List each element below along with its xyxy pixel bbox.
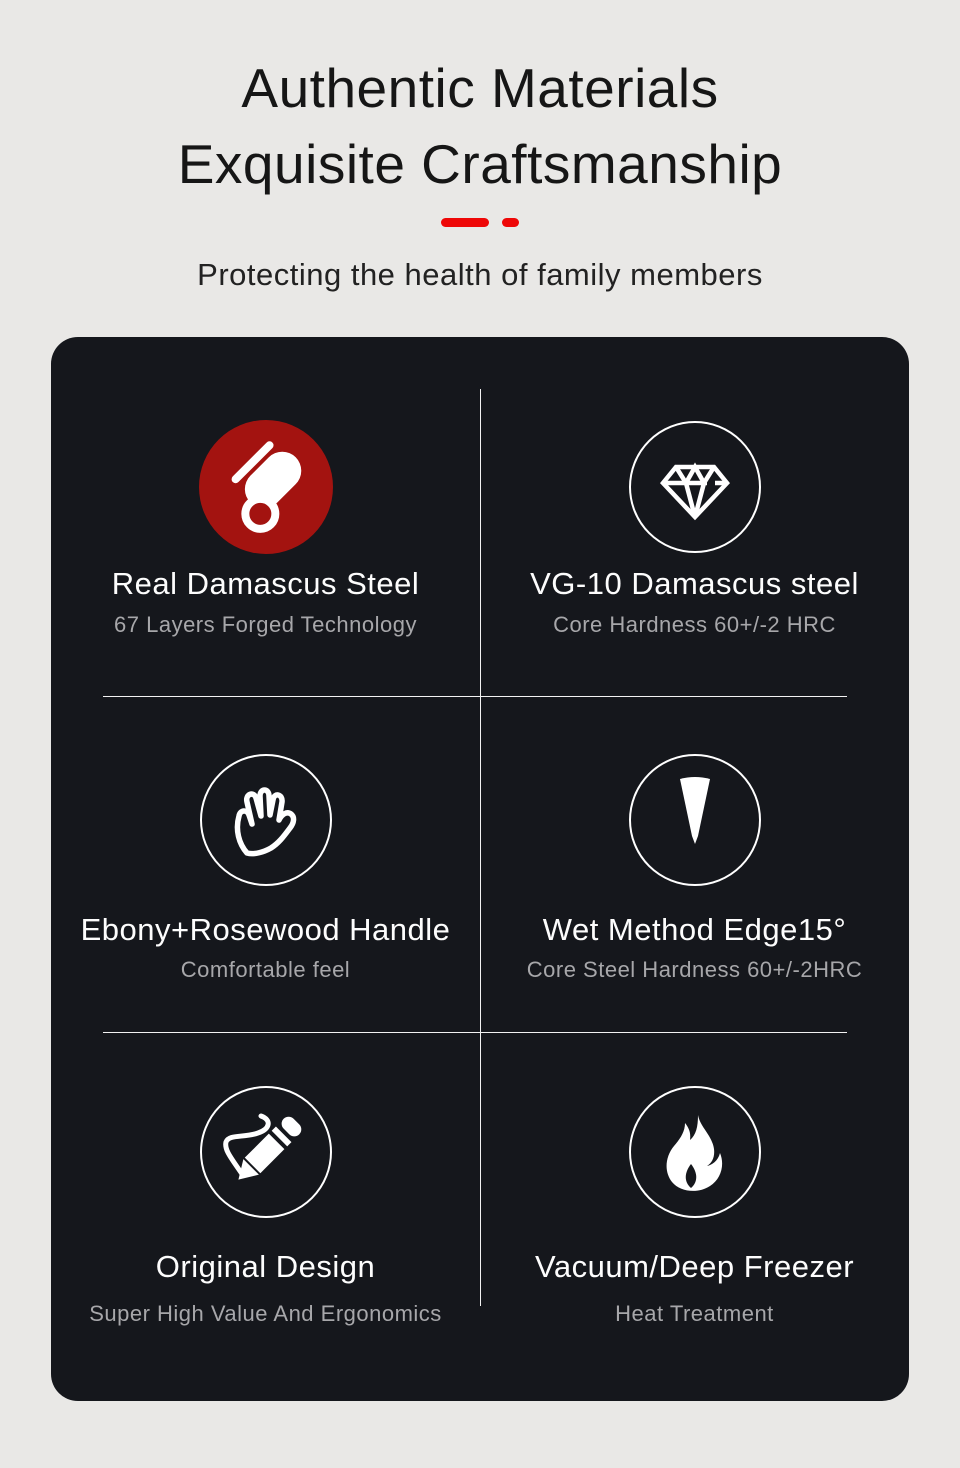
feature-subtitle: Comfortable feel bbox=[180, 957, 351, 982]
horizontal-divider-2 bbox=[103, 1032, 847, 1033]
diamond-icon bbox=[628, 420, 762, 554]
feature-subtitle: Core Steel Hardness 60+/-2HRC bbox=[526, 957, 863, 982]
hand-icon bbox=[199, 753, 333, 887]
feature-title: Ebony+Rosewood Handle bbox=[80, 912, 451, 947]
feature-original-design bbox=[51, 1032, 480, 1401]
page-subtitle: Protecting the health of family members bbox=[197, 257, 763, 292]
blade-edge-icon bbox=[628, 753, 762, 887]
feature-title: VG-10 Damascus steel bbox=[530, 566, 859, 601]
feature-real-damascus-steel bbox=[51, 337, 480, 696]
steel-roll-icon bbox=[199, 420, 333, 554]
feature-wet-method-edge bbox=[480, 696, 909, 1032]
feature-vacuum-deep-freezer bbox=[480, 1032, 909, 1401]
vertical-divider bbox=[480, 389, 481, 1306]
page-title-line1: Authentic Materials bbox=[241, 57, 719, 119]
horizontal-divider-1 bbox=[103, 696, 847, 697]
red-dashes-divider-icon bbox=[0, 218, 960, 227]
feature-title: Wet Method Edge15° bbox=[542, 912, 847, 947]
feature-ebony-rosewood-handle bbox=[51, 696, 480, 1032]
feature-title: Vacuum/Deep Freezer bbox=[534, 1249, 855, 1284]
feature-title: Real Damascus Steel bbox=[111, 566, 420, 601]
feature-subtitle: Super High Value And Ergonomics bbox=[89, 1301, 442, 1326]
flame-icon bbox=[628, 1085, 762, 1219]
feature-subtitle: 67 Layers Forged Technology bbox=[114, 612, 417, 637]
dash-long-icon bbox=[441, 218, 489, 227]
feature-title: Original Design bbox=[155, 1249, 376, 1284]
feature-vg10-damascus-steel bbox=[480, 337, 909, 696]
feature-subtitle: Core Hardness 60+/-2 HRC bbox=[553, 612, 836, 637]
dash-short-icon bbox=[502, 218, 519, 227]
page-title-line2: Exquisite Craftsmanship bbox=[177, 133, 783, 195]
header bbox=[0, 0, 960, 293]
pencil-icon bbox=[199, 1085, 333, 1219]
feature-subtitle: Heat Treatment bbox=[615, 1301, 774, 1326]
features-card bbox=[51, 337, 909, 1401]
